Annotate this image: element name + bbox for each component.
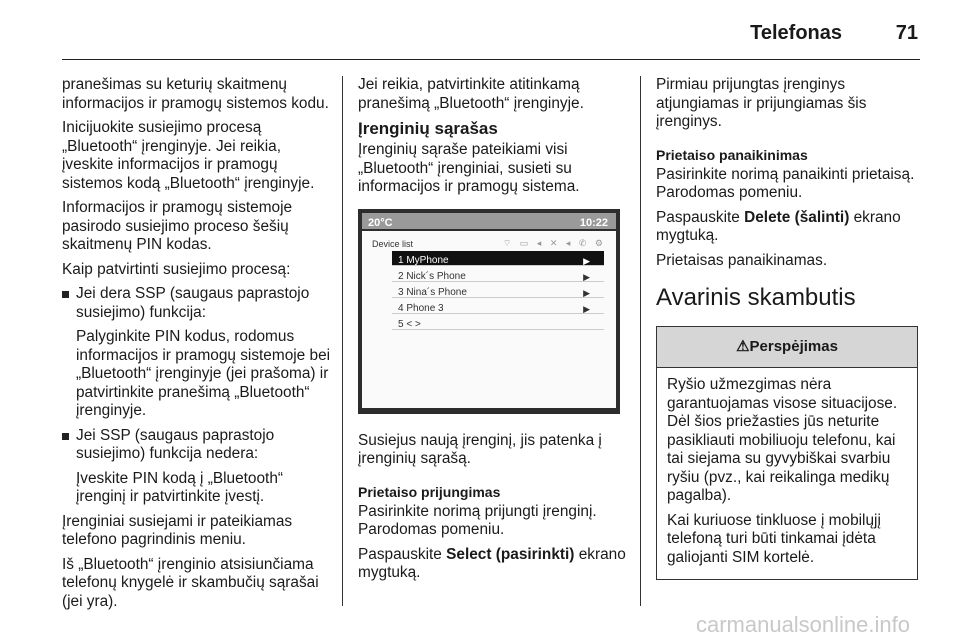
- watermark: carmanualsonline.info: [695, 612, 910, 637]
- device-row[interactable]: [392, 267, 604, 282]
- paragraph: Pirmiau prijungtas įrenginys atjungiamas ir prijungiamas šis įrenginys.: [656, 76, 867, 130]
- device-name: 1 MyPhone: [398, 254, 449, 266]
- section-heading: Avarinis skambutis: [656, 284, 856, 311]
- device-row[interactable]: [392, 283, 604, 298]
- device-list-title: Device list: [372, 238, 414, 249]
- device-list-screenshot: [358, 209, 620, 414]
- device-row[interactable]: [392, 251, 604, 266]
- device-name: 2 Nick´s Phone: [398, 270, 466, 282]
- warning-title: Perspėjimas: [749, 338, 838, 355]
- column-3: [656, 76, 918, 580]
- device-list-screen: [362, 231, 616, 408]
- paragraph: Ryšio užmezgimas nėra garantuojamas visose situacijose. Dėl šios priežasties jūs neturite pasikliauti mobiliuoju telefonu, kai tai siejama su gyvybiškai svarbiu ryšiu (pvz., kai reikalinga medikų pagalba).: [667, 376, 898, 504]
- subsection-heading: Prietaiso panaikinimas: [656, 146, 808, 163]
- device-name: 3 Nina´s Phone: [398, 286, 467, 298]
- device-row[interactable]: [392, 299, 604, 314]
- column-2: [358, 76, 626, 589]
- text-run: ekrano mygtuką.: [656, 208, 901, 244]
- warning-icon: ⚠: [736, 338, 750, 355]
- paragraph: pranešimas su keturių skaitmenų informacijos ir pramogų sistemos kodu.: [62, 76, 329, 112]
- section-heading: Įrenginių sąrašas: [358, 119, 498, 138]
- bullet-subtext: Įveskite PIN kodą į „Bluetooth“ įrenginį ir patvirtinkite įvestį.: [76, 469, 284, 505]
- paragraph: Įrenginiai susiejami ir pateikiamas telefono pagrindinis meniu.: [62, 512, 293, 548]
- chevron-right-icon: ▶: [583, 303, 590, 314]
- status-bar: [362, 213, 616, 229]
- paragraph: Įrenginių sąraše pateikiami visi „Bluetooth“ įrenginiai, susieti su informacijos ir pramogų sistema.: [358, 141, 580, 195]
- column-divider: [640, 76, 641, 606]
- text-run: Paspauskite: [358, 545, 447, 563]
- page-title: Telefonas: [750, 22, 842, 44]
- paragraph: [358, 546, 626, 583]
- text-run: ekrano mygtuką.: [358, 545, 626, 581]
- paragraph: Kai kuriuose tinkluose į mobilųjį telefoną turi būti tinkamai įdėta galiojanti SIM kortelė.: [667, 511, 881, 566]
- device-row[interactable]: [392, 315, 604, 330]
- button-name-text: Delete (šalinti): [744, 208, 850, 226]
- chevron-right-icon: ▶: [583, 287, 590, 298]
- column-1: [62, 76, 332, 617]
- button-name-text: Select (pasirinkti): [446, 545, 575, 563]
- paragraph: Iš „Bluetooth“ įrenginio atsisiunčiama telefonų knygelė ir skambučių sąrašai (jei yra).: [62, 555, 319, 610]
- paragraph: Prietaisas panaikinamas.: [656, 251, 828, 269]
- chevron-right-icon: ▶: [583, 271, 590, 282]
- bullet-subtext: Palyginkite PIN kodus, rodomus informacijos ir pramogų sistemoje bei „Bluetooth“ įrenginyje (jei prašoma) ir patvirtinkite pranešimą „Bluetooth“ įrenginyje.: [76, 328, 331, 419]
- column-divider: [342, 76, 343, 606]
- header-rule: [62, 59, 920, 60]
- warning-box: [656, 326, 918, 580]
- paragraph: Pasirinkite norimą prijungti įrenginį. Parodomas pomeniu.: [358, 502, 597, 538]
- chevron-right-icon: ▶: [583, 255, 590, 266]
- device-name: 4 Phone 3: [398, 302, 444, 314]
- paragraph: Pasirinkite norimą panaikinti prietaisą. Parodomas pomeniu.: [656, 165, 915, 201]
- warning-body: [657, 368, 917, 579]
- paragraph: Informacijos ir pramogų sistemoje pasirodo susiejimo proceso šešių skaitmenų PIN kodas.: [62, 199, 293, 253]
- page-number: 71: [895, 22, 918, 44]
- status-icons: ⌔ ▭ ◂ ✕ ◂ ✆ ⚙: [502, 237, 606, 248]
- device-name: 5 < >: [398, 318, 421, 330]
- text-run: Paspauskite: [656, 208, 745, 226]
- temperature-readout: 20°C: [368, 216, 393, 229]
- clock-readout: 10:22: [579, 216, 608, 229]
- bullet-item: Jei dera SSP (saugaus paprastojo susiejimo) funkcija:: [62, 285, 332, 322]
- paragraph: Kaip patvirtinti susiejimo procesą:: [62, 260, 291, 278]
- bullet-item: Jei SSP (saugaus paprastojo susiejimo) funkcija nedera:: [62, 427, 332, 464]
- paragraph: Jei reikia, patvirtinkite atitinkamą pranešimą „Bluetooth“ įrenginyje.: [358, 76, 584, 112]
- paragraph: Susiejus naują įrenginį, jis patenka į įrenginių sąrašą.: [358, 431, 602, 467]
- subsection-heading: Prietaiso prijungimas: [358, 483, 501, 500]
- paragraph: [656, 209, 918, 246]
- page-header: [0, 0, 960, 60]
- warning-header: [657, 327, 917, 368]
- paragraph: Inicijuokite susiejimo procesą „Bluetooth“ įrenginyje. Jei reikia, įveskite informacijos ir pramogų sistemos kodą „Bluetooth“ įrenginyje.: [62, 119, 315, 192]
